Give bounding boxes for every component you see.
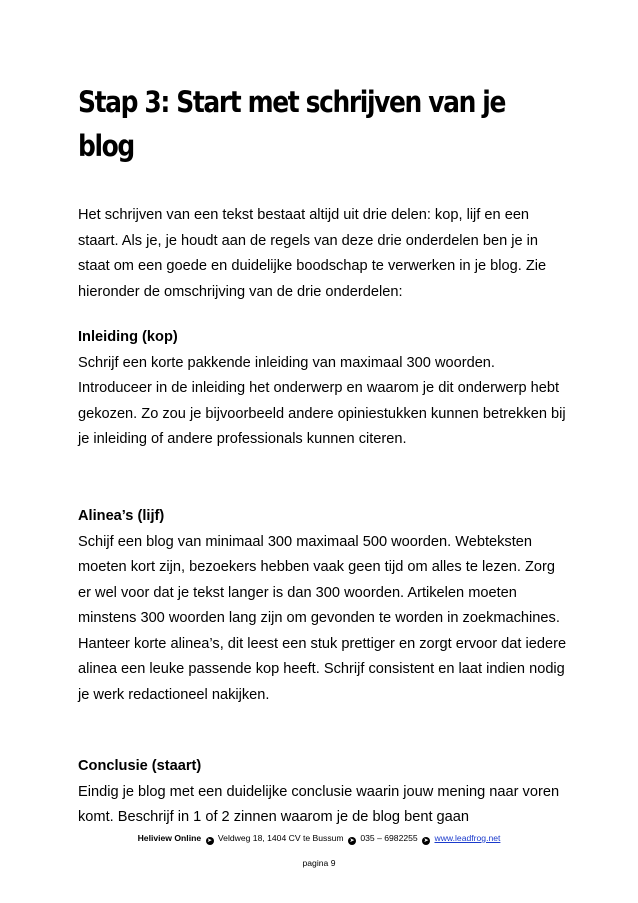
footer-address: Veldweg 18, 1404 CV te Bussum (217, 833, 344, 843)
section-heading: Inleiding (kop) (78, 329, 178, 345)
page-number: pagina 9 (302, 858, 336, 868)
circled-arrow-icon: ➤ (207, 838, 213, 844)
section-inleiding (78, 325, 568, 453)
section-alineas (78, 504, 568, 708)
section-conclusie (78, 754, 568, 831)
section-text: Schijf een blog van minimaal 300 maximaal 500 woorden. Webteksten moeten kort zijn, bezoekers hebben vaak geen tijd om alles te lezen. Zorg er wel voor dat je tekst langer is dan 300 woorden. Artikelen moeten minstens 300 woorden lang zijn om gevonden te worden in zoekmachines. Hanteer korte alinea’s, dit leest een stuk prettiger en zorgt ervoor dat iedere alinea een leuke passende kop heeft. Schrijf consistent en laat indien nodig je werk redactioneel nakijken. (78, 533, 567, 703)
section-heading: Alinea’s (lijf) (78, 508, 165, 524)
section-text: Schrijf een korte pakkende inleiding van maximaal 300 woorden. Introduceer in de inleiding het onderwerp en waarom je dit onderwerp hebt gekozen. Zo zou je bijvoorbeeld andere opiniestukken kunnen betrekken bij je inleiding of andere professionals kunnen citeren. (78, 354, 566, 447)
footer-company: Heliview Online (137, 833, 202, 843)
section-text: Eindig je blog met een duidelijke conclusie waarin jouw mening naar voren komt. Beschrijf in 1 of 2 zinnen waarom je de blog bent gaan (78, 783, 560, 825)
page-title: Stap 3: Start met schrijven van je blog (78, 85, 505, 163)
footer-website-link[interactable]: www.leadfrog.net (434, 833, 501, 843)
circled-arrow-icon: ➤ (423, 838, 429, 844)
intro-paragraph (78, 203, 568, 305)
page-footer (0, 832, 638, 845)
circled-arrow-icon: ➤ (349, 838, 355, 844)
intro-text: Het schrijven van een tekst bestaat altijd uit drie delen: kop, lijf en een staart. Als je, je houdt aan de regels van deze drie onderdelen ben je in staat om een goede en duidelijke boodschap te verwerken in je blog. Zie hieronder de omschrijving van de drie onderdelen: (78, 207, 547, 300)
section-heading: Conclusie (staart) (78, 758, 202, 774)
footer-phone: 035 – 6982255 (360, 833, 418, 843)
